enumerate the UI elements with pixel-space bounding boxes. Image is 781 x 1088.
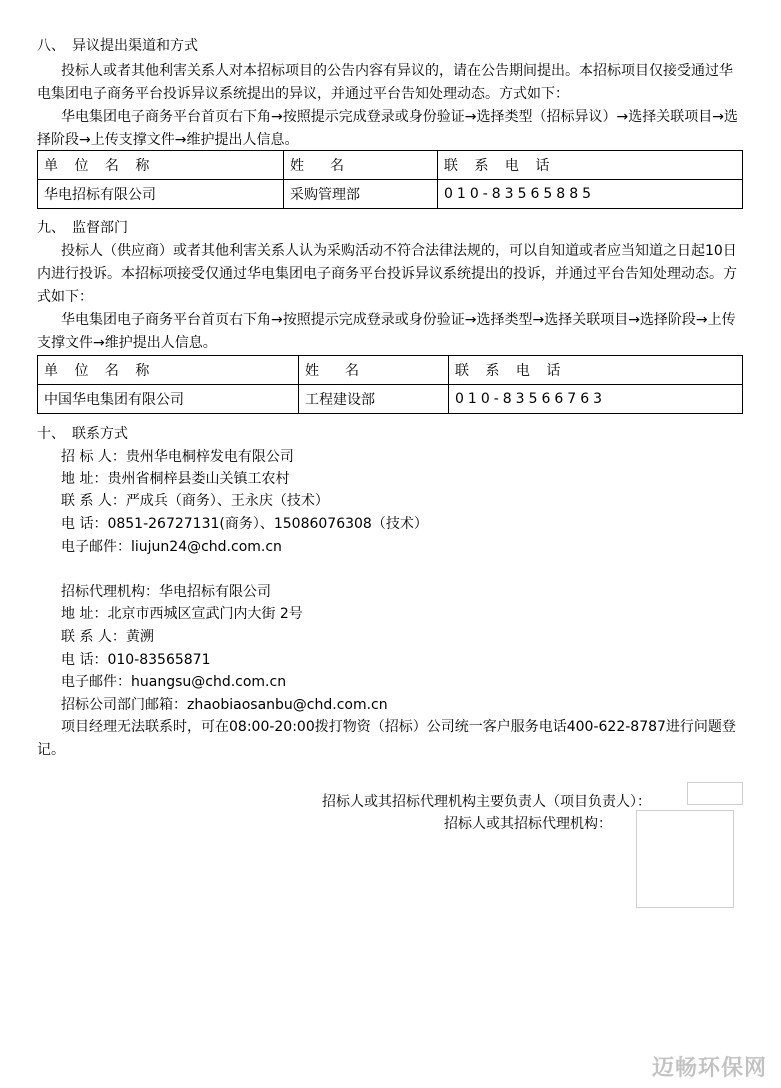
header-name: 姓 名 [299, 356, 449, 385]
header-phone: 联 系 电 话 [449, 356, 743, 385]
agency-department-email: 招标公司部门邮箱：zhaobiaosanbu@chd.com.cn [61, 697, 388, 713]
header-unit-name: 单 位 名 称 [38, 356, 299, 385]
section8-contact-table [37, 150, 743, 209]
header-name: 姓 名 [284, 151, 438, 180]
signature-seal-box-small [687, 782, 743, 805]
section9-heading: 九、 监督部门 [37, 220, 128, 236]
tenderer-address: 地 址：贵州省桐梓县娄山关镇工农村 [61, 471, 290, 487]
tenderer-contact: 联 系 人：严成兵（商务）、王永庆（技术） [61, 493, 329, 509]
signature-seal-box-large [636, 810, 734, 908]
tenderer-name: 招 标 人：贵州华电桐梓发电有限公司 [61, 449, 294, 465]
section9-contact-table [37, 355, 743, 414]
section9-paragraph-2: 华电集团电子商务平台首页右下角→按照提示完成登录或身份验证→选择类型→选择关联项目→选择阶段→上传支撑文件→维护提出人信息。 [37, 312, 736, 351]
table-header-row [38, 151, 743, 180]
section8-heading: 八、 异议提出渠道和方式 [37, 38, 198, 54]
section9-paragraph-1: 投标人（供应商）或者其他利害关系人认为采购活动不符合法律法规的，可以自知道或者应当知道之日起10日内进行投诉。本招标项接受仅通过华电集团电子商务平台投诉异议系统提出的投诉，并通过平台告知处理动态。方式如下： [37, 243, 737, 305]
agency-phone: 电 话：010-83565871 [61, 652, 211, 668]
signature-line-agency: 招标人或其招标代理机构： [444, 816, 612, 832]
cell-name: 采购管理部 [284, 180, 438, 209]
table-row [38, 180, 743, 209]
contact-note: 项目经理无法联系时，可在08:00-20:00拨打物资（招标）公司统一客户服务电话400-622-8787进行问题登记。 [37, 719, 736, 758]
signature-line-responsible-person: 招标人或其招标代理机构主要负责人（项目负责人）： [322, 794, 651, 810]
watermark: 迈畅环保网 [651, 1056, 767, 1081]
header-unit-name: 单 位 名 称 [38, 151, 284, 180]
cell-unit-name: 中国华电集团有限公司 [38, 385, 299, 414]
cell-name: 工程建设部 [299, 385, 449, 414]
table-header-row [38, 356, 743, 385]
table-row [38, 385, 743, 414]
cell-unit-name: 华电招标有限公司 [38, 180, 284, 209]
tenderer-email: 电子邮件：liujun24@chd.com.cn [61, 539, 282, 555]
section8-paragraph-1: 投标人或者其他利害关系人对本招标项目的公告内容有异议的，请在公告期间提出。本招标项目仅接受通过华电集团电子商务平台投诉异议系统提出的异议，并通过平台告知处理动态。方式如下： [37, 63, 733, 102]
agency-email: 电子邮件：huangsu@chd.com.cn [61, 674, 287, 690]
cell-phone: 010-83565885 [438, 180, 743, 209]
section10-heading: 十、 联系方式 [37, 426, 128, 442]
header-phone: 联 系 电 话 [438, 151, 743, 180]
agency-name: 招标代理机构：华电招标有限公司 [61, 584, 271, 600]
agency-address: 地 址：北京市西城区宣武门内大街 2号 [61, 606, 303, 622]
cell-phone: 010-83566763 [449, 385, 743, 414]
agency-contact: 联 系 人：黄溯 [61, 629, 154, 645]
section8-paragraph-2: 华电集团电子商务平台首页右下角→按照提示完成登录或身份验证→选择类型（招标异议）→选择关联项目→选择阶段→上传支撑文件→维护提出人信息。 [37, 109, 738, 148]
tenderer-phone: 电 话：0851-26727131(商务）、15086076308（技术） [61, 516, 428, 532]
